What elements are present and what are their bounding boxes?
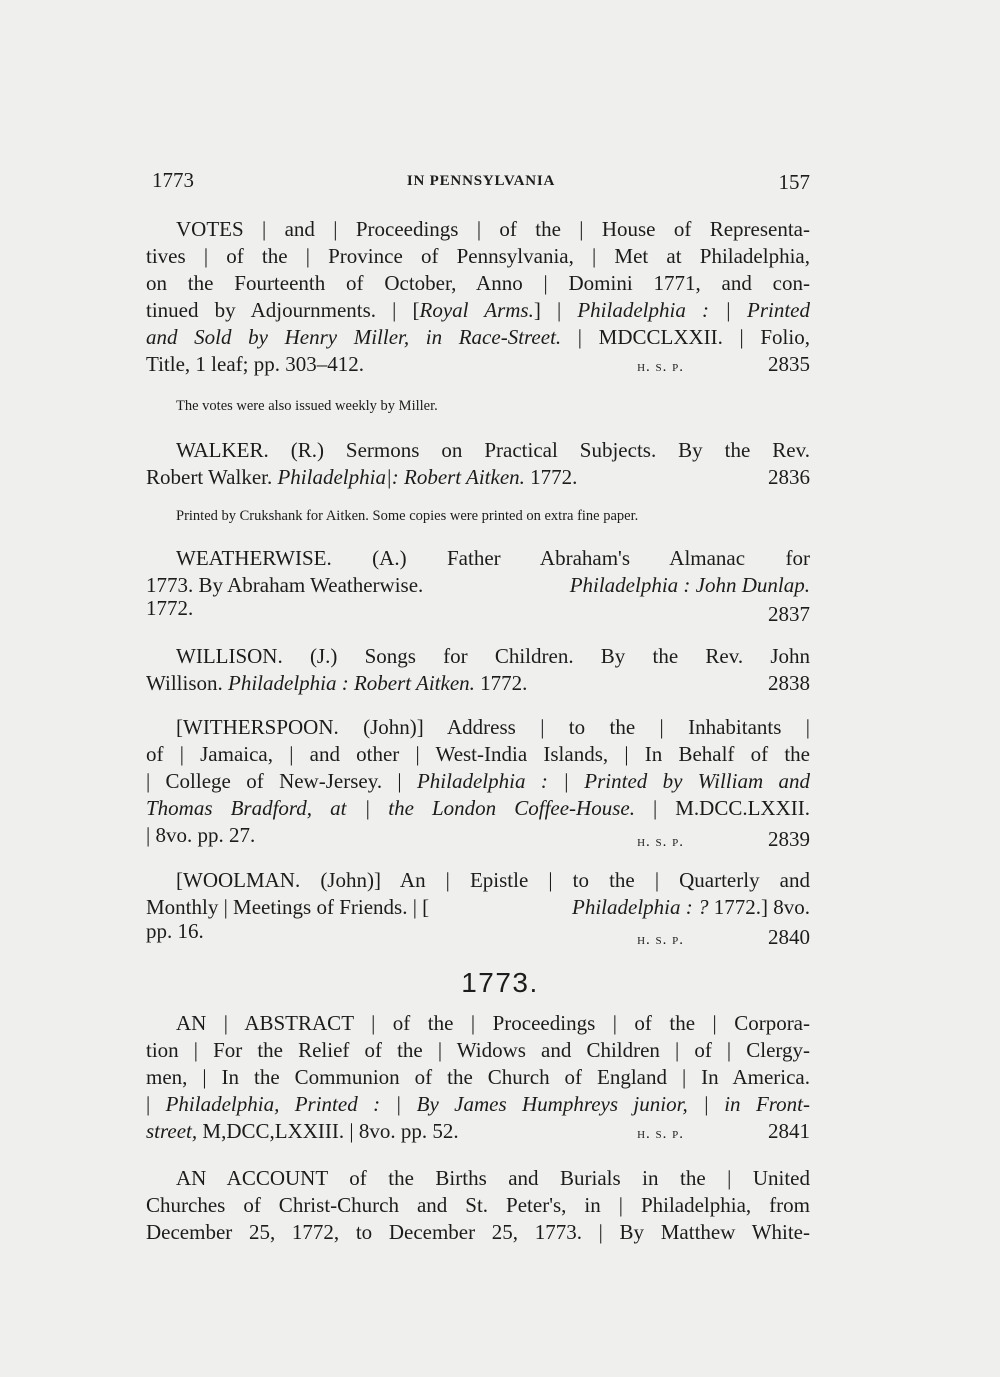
entry-witherspoon-line: [WITHERSPOON. (John)] Address | to the | Inhabitants | [176, 715, 810, 739]
source-abbrev: h. s. p. [637, 834, 684, 850]
entry-number: 2836 [768, 465, 810, 489]
entry-number: 2841 [768, 1119, 810, 1143]
entry-witherspoon-line: | College of New-Jersey. | Philadelphia : | Printed by William and [146, 769, 810, 793]
entry-abstract-line: tion | For the Relief of the | Widows and Children | of | Clergy- [146, 1038, 810, 1062]
entry-votes-line: on the Fourteenth of October, Anno | Domini 1771, and con- [146, 271, 810, 295]
entry-votes-line: VOTES | and | Proceedings | of the | House of Representa- [176, 217, 810, 241]
entry-number: 2838 [768, 671, 810, 695]
entry-weatherwise-line: WEATHERWISE. (A.) Father Abraham's Almanac for [176, 546, 810, 570]
entry-witherspoon-line: of | Jamaica, | and other | West-India Islands, | In Behalf of the [146, 742, 810, 766]
entry-number: 2835 [768, 352, 810, 376]
entry-walker-line: Robert Walker. Philadelphia|: Robert Aitken. 1772. 2836 [146, 465, 810, 489]
entry-willison-line: Willison. Philadelphia : Robert Aitken. 1772. 2838 [146, 671, 810, 695]
running-head [152, 168, 810, 198]
entry-number: 2839 [768, 827, 810, 851]
page-number: 157 [778, 170, 810, 194]
entry-number: 2840 [768, 925, 810, 949]
year-heading: 1773. [461, 967, 539, 998]
entry-number: 2837 [768, 602, 810, 626]
source-abbrev: h. s. p. [637, 1126, 684, 1142]
entry-woolman-line: pp. 16. h. s. p. 2840 [146, 919, 810, 949]
entry-abstract-line: AN | ABSTRACT | of the | Proceedings | of the | Corpora- [176, 1011, 810, 1035]
entry-woolman-line: Monthly | Meetings of Friends. | [ Philadelphia : ? 1772.] 8vo. [146, 895, 810, 919]
entry-votes-line: Title, 1 leaf; pp. 303–412. h. s. p. 2835 [146, 352, 810, 376]
source-abbrev: h. s. p. [637, 359, 684, 375]
entry-votes-line: tives | of the | Province of Pennsylvania, | Met at Philadelphia, [146, 244, 810, 268]
entry-account-line: AN ACCOUNT of the Births and Burials in the | United [176, 1166, 810, 1190]
entry-votes-line: tinued by Adjournments. | [Royal Arms.] | Philadelphia : | Printed [146, 298, 810, 322]
running-head-title: IN PENNSYLVANIA [406, 173, 556, 189]
running-head-year: 1773 [152, 168, 194, 192]
entry-walker-note: Printed by Crukshank for Aitken. Some copies were printed on extra fine paper. [176, 508, 639, 524]
entry-votes-line: and Sold by Henry Miller, in Race-Street. | MDCCLXXII. | Folio, [146, 325, 810, 349]
source-abbrev: h. s. p. [637, 932, 684, 948]
entry-abstract-line: | Philadelphia, Printed : | By James Humphreys junior, | in Front- [146, 1092, 810, 1116]
entry-weatherwise-line: 1772. [146, 596, 194, 620]
entry-weatherwise-line: 1773. By Abraham Weatherwise. Philadelphia : John Dunlap. [146, 573, 810, 597]
entry-abstract-line: street, M,DCC,LXXIII. | 8vo. pp. 52. h. s. p. 2841 [146, 1119, 810, 1143]
entry-abstract-line: men, | In the Communion of the Church of England | In America. [146, 1065, 810, 1089]
entry-account-line: Churches of Christ-Church and St. Peter's, in | Philadelphia, from [146, 1193, 810, 1217]
entry-walker-line: WALKER. (R.) Sermons on Practical Subjects. By the Rev. [176, 438, 810, 462]
entry-witherspoon-line: | 8vo. pp. 27. h. s. p. 2839 [146, 823, 810, 851]
entry-votes-note: The votes were also issued weekly by Miller. [176, 398, 438, 414]
entry-witherspoon-line: Thomas Bradford, at | the London Coffee-House. | M.DCC.LXXII. [146, 796, 811, 820]
entry-account-line: December 25, 1772, to December 25, 1773. | By Matthew White- [146, 1220, 810, 1244]
entry-willison-line: WILLISON. (J.) Songs for Children. By the Rev. John [176, 644, 810, 668]
entry-woolman-line: [WOOLMAN. (John)] An | Epistle | to the | Quarterly and [176, 868, 810, 892]
